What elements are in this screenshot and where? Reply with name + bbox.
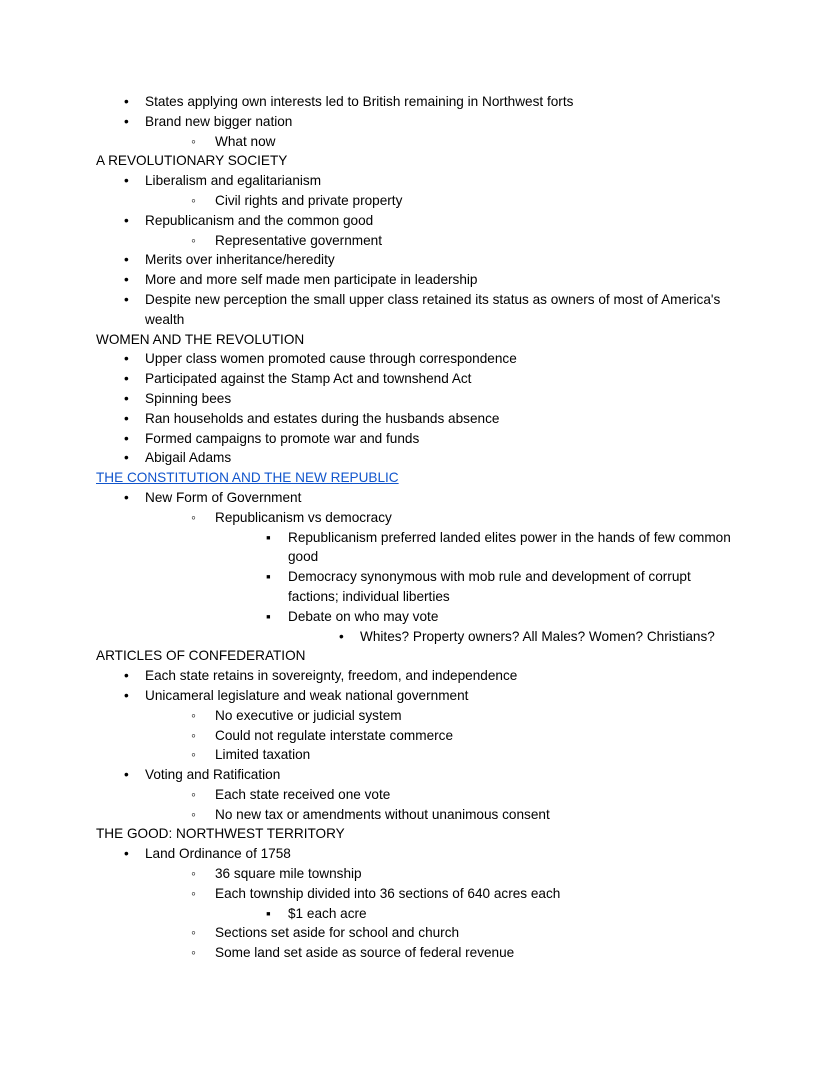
list-item-text: • Land Ordinance of 1758 [145,844,732,864]
outline-list-level-1 [124,666,732,824]
list-item [124,686,732,765]
list-item-text: • Merits over inheritance/heredity [145,250,732,270]
list-item-text: ▪ Republicanism preferred landed elites power in the hands of few common good [288,528,732,568]
list-item-text: ◦ Some land set aside as source of federal revenue [215,943,732,963]
list-item [124,250,732,270]
list-item-text: • Abigail Adams [145,448,732,468]
list-item-text: • Brand new bigger nation [145,112,732,132]
list-item [124,270,732,290]
outline-content [96,92,732,963]
list-item [124,844,732,963]
outline-list-level-3 [266,904,732,924]
list-item-text: • Liberalism and egalitarianism [145,171,732,191]
list-item-text: • New Form of Government [145,488,732,508]
list-item [124,448,732,468]
section-heading-a-revolutionary-society: A REVOLUTIONARY SOCIETY [96,153,288,169]
list-item [124,429,732,449]
list-item-text: • Ran households and estates during the husbands absence [145,409,732,429]
list-item [124,389,732,409]
list-item [191,943,732,963]
section-heading-women-and-the-revolution: WOMEN AND THE REVOLUTION [96,331,305,347]
list-item-text: • Formed campaigns to promote war and funds [145,429,732,449]
list-item [191,745,732,765]
list-item [191,508,732,647]
list-item [191,132,732,152]
list-item [191,884,732,924]
outline-list-level-1 [124,349,732,468]
list-item [124,290,732,330]
outline-list-level-1 [124,92,732,151]
list-item-text: ◦ What now [215,132,732,152]
list-item [124,211,732,251]
list-item [124,488,732,646]
list-item [266,904,732,924]
list-item [124,666,732,686]
list-item [124,409,732,429]
list-item-text: ▪ Debate on who may vote [288,607,732,627]
list-item [266,607,732,647]
list-item-text: ◦ Each township divided into 36 sections of 640 acres each [215,884,732,904]
list-item [191,785,732,805]
outline-list-level-2 [191,706,732,765]
outline-list-level-1 [124,171,732,329]
outline-list-level-3 [266,528,732,647]
outline-list-level-2 [191,132,732,152]
list-item-text: • Upper class women promoted cause through correspondence [145,349,732,369]
list-item [266,567,732,607]
section-heading-the-constitution-and-the-new-republic[interactable]: THE CONSTITUTION AND THE NEW REPUBLIC [96,470,399,486]
list-item [191,191,732,211]
list-item-text: ◦ Representative government [215,231,732,251]
outline-list-level-4 [339,627,732,647]
list-item-text: ◦ Limited taxation [215,745,732,765]
outline-list-level-2 [191,231,732,251]
list-item [191,805,732,825]
section-heading-the-good-northwest-territory: THE GOOD: NORTHWEST TERRITORY [96,826,345,842]
list-item [191,864,732,884]
list-item-text: • Spinning bees [145,389,732,409]
list-item-text: ◦ No new tax or amendments without unanimous consent [215,805,732,825]
outline-list-level-2 [191,508,732,647]
list-item-text: ◦ 36 square mile township [215,864,732,884]
list-item [124,112,732,152]
list-item [124,765,732,824]
outline-list-level-2 [191,191,732,211]
list-item-text: • Voting and Ratification [145,765,732,785]
list-item [191,706,732,726]
list-item-text: ▪ Democracy synonymous with mob rule and development of corrupt factions; individual liberties [288,567,732,607]
outline-list-level-1 [124,488,732,646]
list-item [124,171,732,211]
list-item-text: ◦ Could not regulate interstate commerce [215,726,732,746]
list-item [124,92,732,112]
outline-list-level-2 [191,785,732,825]
list-item [191,923,732,943]
list-item-text: • More and more self made men participate in leadership [145,270,732,290]
list-item-text: • Each state retains in sovereignty, freedom, and independence [145,666,732,686]
list-item [191,726,732,746]
list-item-text: ◦ No executive or judicial system [215,706,732,726]
section-heading-articles-of-confederation: ARTICLES OF CONFEDERATION [96,648,306,664]
list-item-text: • Whites? Property owners? All Males? Women? Christians? [360,627,732,647]
list-item-text: • Despite new perception the small upper class retained its status as owners of most of America's wealth [145,290,732,330]
list-item-text: ◦ Republicanism vs democracy [215,508,732,528]
outline-list-level-1 [124,844,732,963]
list-item [266,528,732,568]
list-item-text: • Participated against the Stamp Act and townshend Act [145,369,732,389]
outline-list-level-2 [191,864,732,963]
list-item-text: ◦ Sections set aside for school and church [215,923,732,943]
list-item-text: • States applying own interests led to British remaining in Northwest forts [145,92,732,112]
list-item [191,231,732,251]
list-item [124,349,732,369]
list-item [339,627,732,647]
list-item-text: ◦ Each state received one vote [215,785,732,805]
list-item-text: • Unicameral legislature and weak national government [145,686,732,706]
list-item-text: ▪ $1 each acre [288,904,732,924]
list-item [124,369,732,389]
list-item-text: • Republicanism and the common good [145,211,732,231]
list-item-text: ◦ Civil rights and private property [215,191,732,211]
